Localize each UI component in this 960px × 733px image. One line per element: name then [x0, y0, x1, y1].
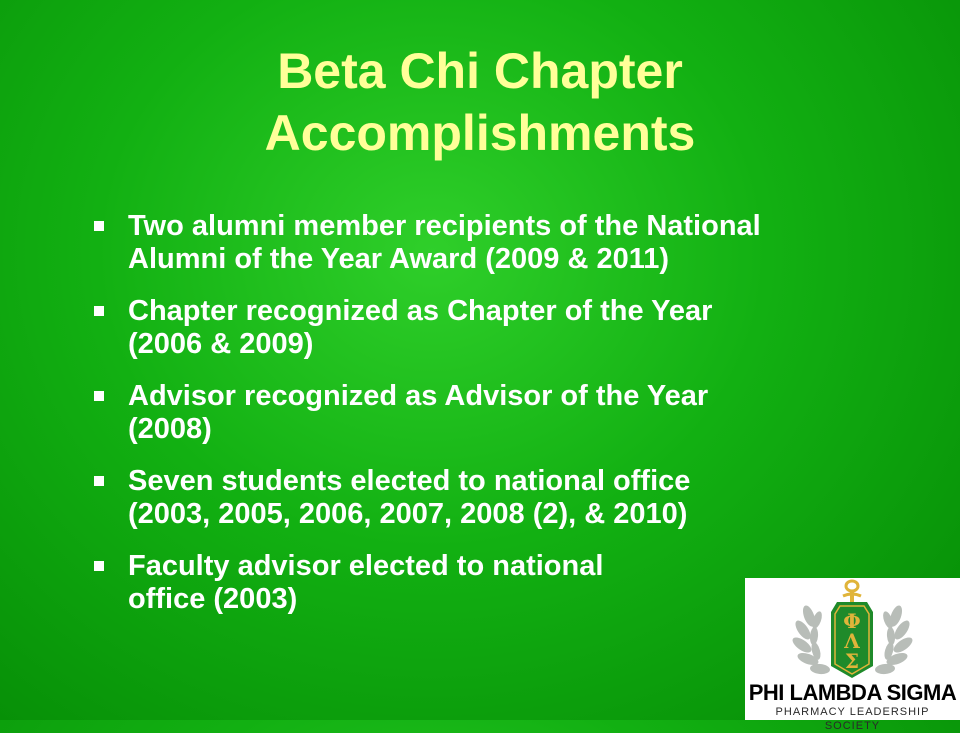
bullet-line: (2008) — [128, 413, 212, 445]
bullet-line: Chapter recognized as Chapter of the Year — [128, 295, 713, 327]
bullet-item — [92, 380, 952, 446]
logo-letter-sigma: Σ — [844, 649, 860, 673]
laurel-left-icon — [790, 604, 830, 675]
square-bullet-icon — [94, 391, 104, 401]
slide-title — [0, 40, 960, 164]
bullet-item — [92, 295, 952, 361]
square-bullet-icon — [94, 476, 104, 486]
logo-letter-phi: Φ — [843, 609, 861, 633]
logo-organization-name: PHI LAMBDA SIGMA — [748, 680, 957, 705]
logo-letter-lambda: Λ — [844, 629, 860, 653]
bullet-line: (2003, 2005, 2006, 2007, 2008 (2), & 2010) — [128, 498, 688, 530]
staff-icon — [843, 581, 861, 602]
accomplishments-list — [92, 210, 952, 635]
bullet-line: Faculty advisor elected to national — [128, 550, 604, 582]
bullet-item — [92, 465, 952, 531]
slide-title-line-2: Accomplishments — [264, 105, 696, 161]
laurel-right-icon — [875, 604, 915, 675]
square-bullet-icon — [94, 306, 104, 316]
logo-emblem-icon — [745, 578, 960, 682]
bullet-line: Alumni of the Year Award (2009 & 2011) — [128, 243, 670, 275]
bullet-line: Advisor recognized as Advisor of the Year — [128, 380, 709, 412]
phi-lambda-sigma-logo — [745, 578, 960, 732]
bullet-line: Seven students elected to national office — [128, 465, 691, 497]
logo-tagline: PHARMACY LEADERSHIP SOCIETY — [775, 706, 930, 732]
bullet-line: (2006 & 2009) — [128, 328, 314, 360]
slide-title-line-1: Beta Chi Chapter — [277, 43, 683, 99]
bullet-line: office (2003) — [128, 583, 298, 615]
bullet-item — [92, 210, 952, 276]
square-bullet-icon — [94, 221, 104, 231]
bullet-line: Two alumni member recipients of the National — [128, 210, 761, 242]
square-bullet-icon — [94, 561, 104, 571]
